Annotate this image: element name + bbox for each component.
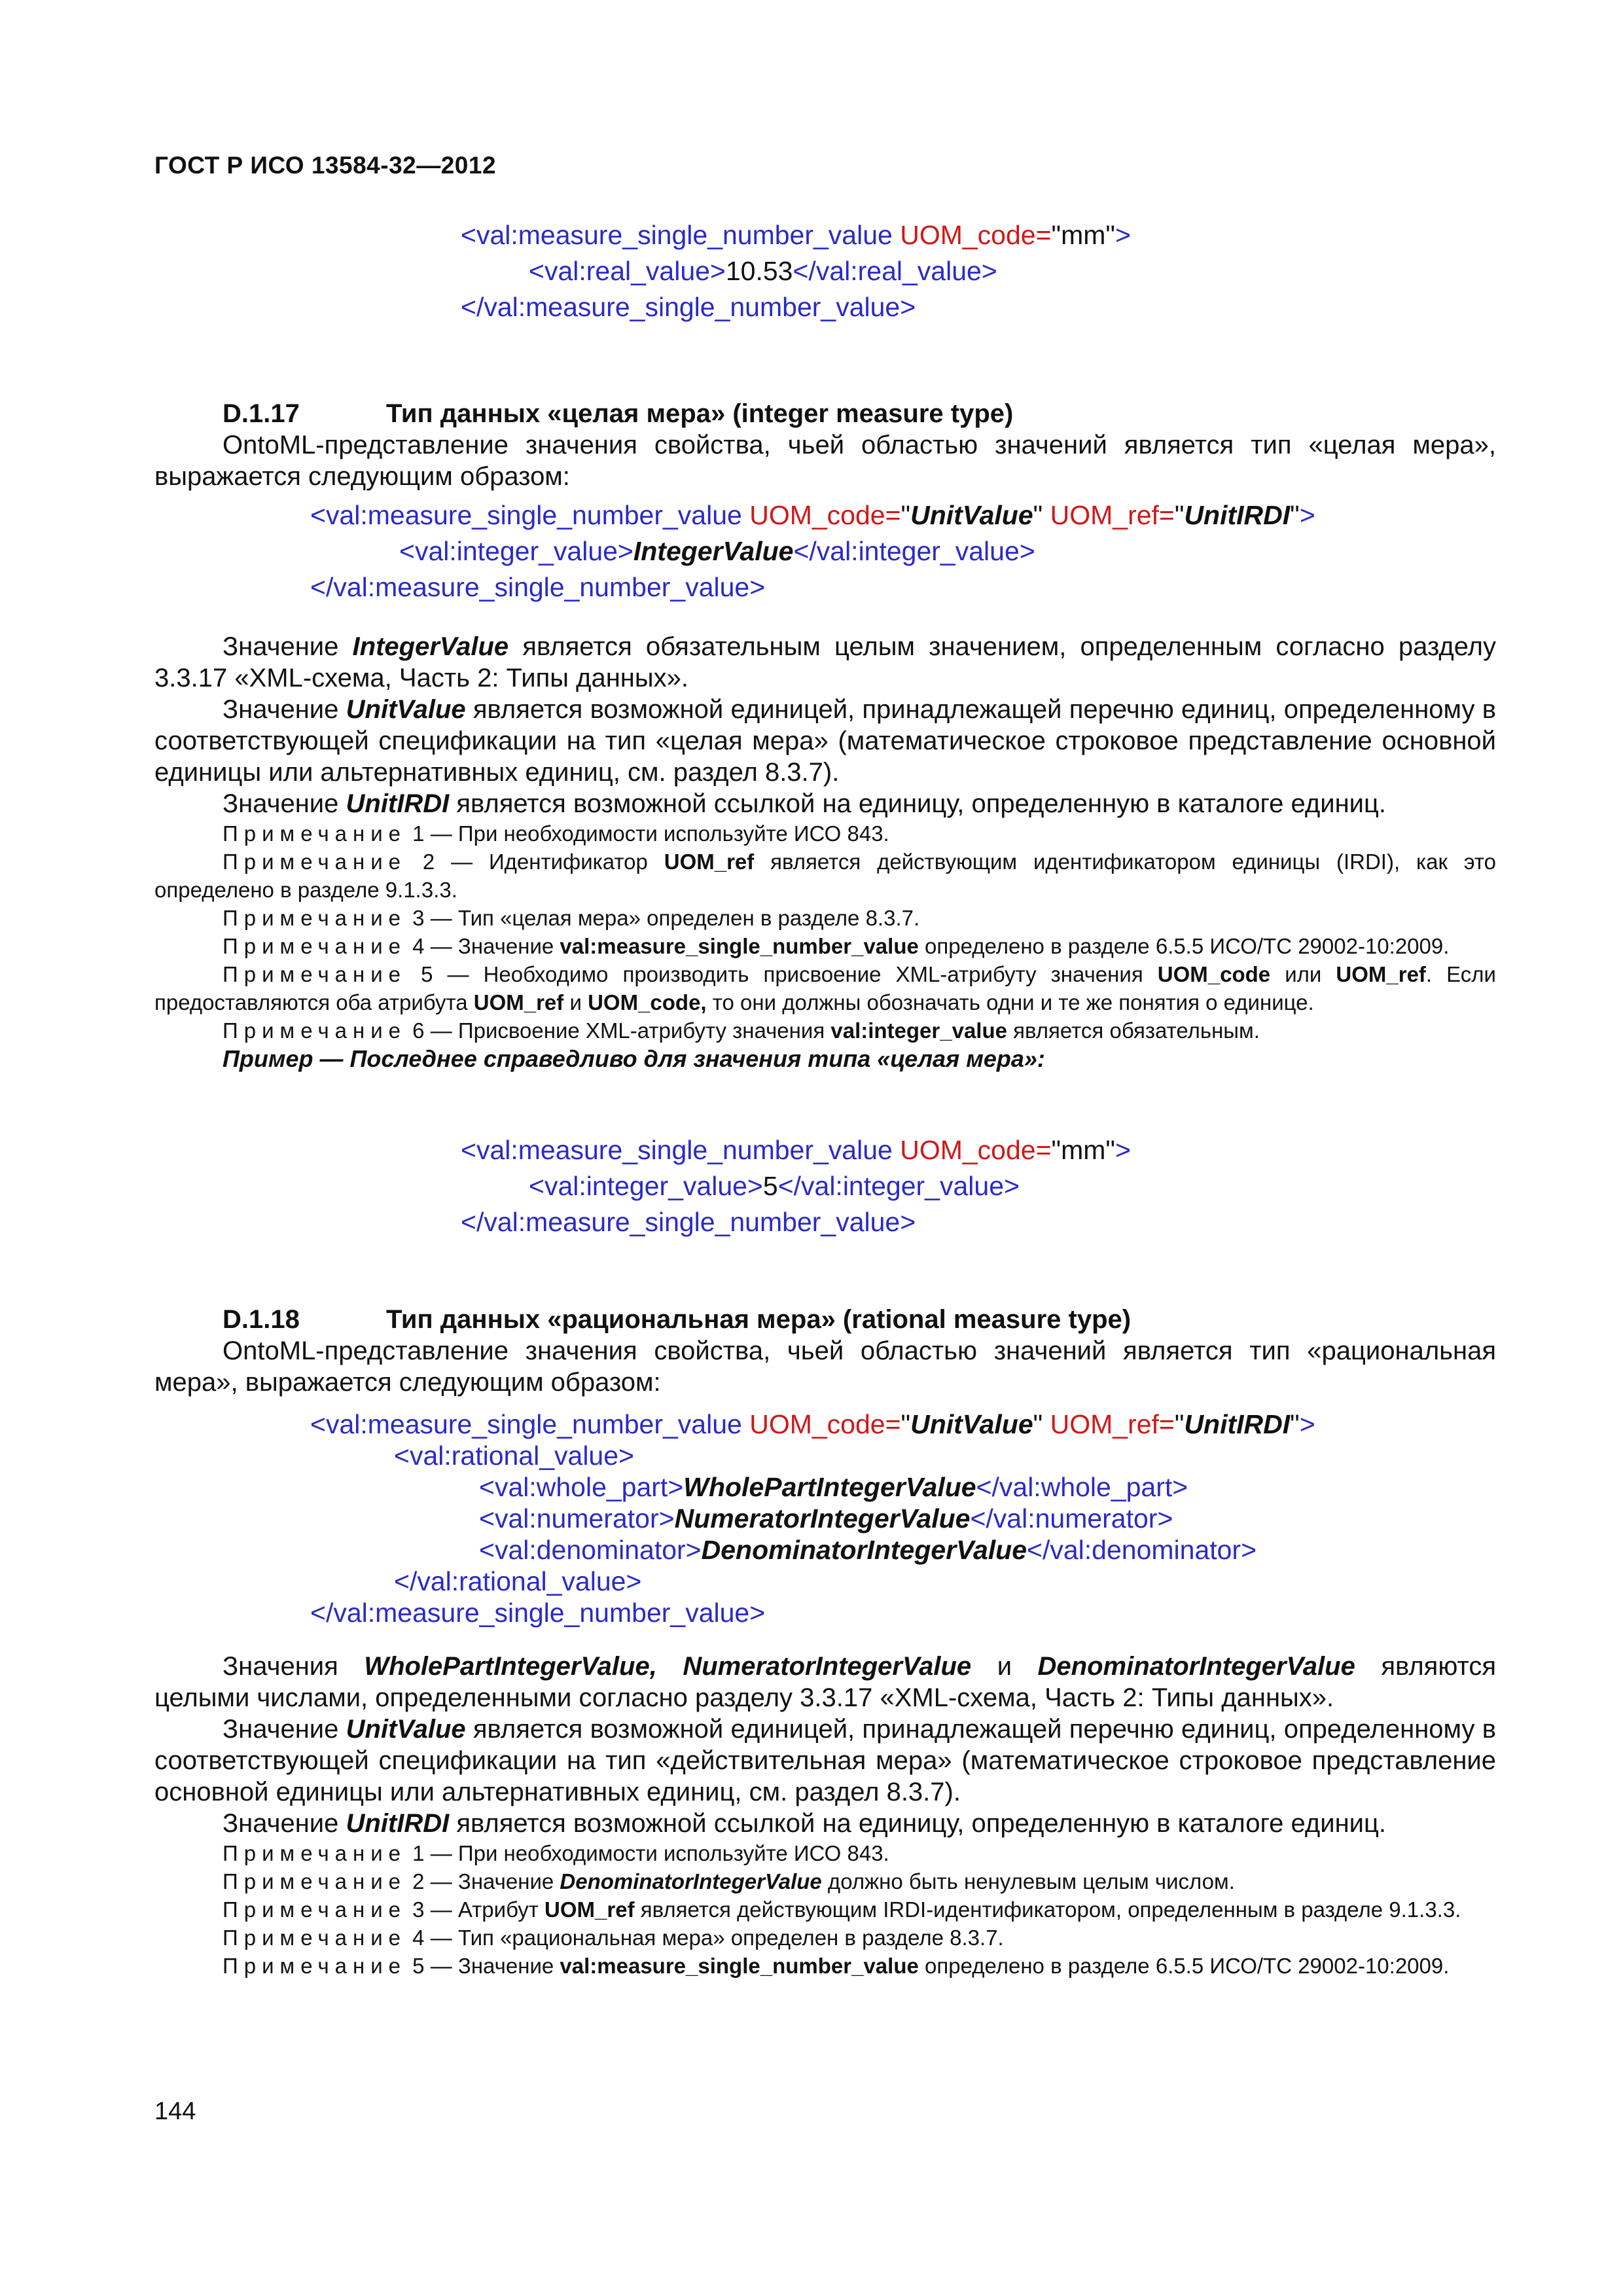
page-number: 144 — [154, 2098, 196, 2125]
section-d-1-17-body — [154, 631, 1496, 1073]
paragraph: Значение UnitIRDI является возможной ссылкой на единицу, определенную в каталоге единиц. — [223, 1809, 1387, 1838]
note: Примечание 4 — Тип «рациональная мера» определен в разделе 8.3.7. — [223, 1926, 1004, 1950]
paragraph: OntoML-представление значения свойства, чьей областью значений является тип «целая мера», выражается следующим образом: — [154, 431, 1496, 491]
code-line: <val:real_value>10.53</val:real_value> — [529, 256, 997, 286]
code-line: </val:measure_single_number_value> — [461, 1207, 916, 1237]
paragraph: OntoML-представление значения свойства, чьей областью значений является тип «рациональная мера», выражается следующим образом: — [154, 1336, 1496, 1397]
section-heading: D.1.18 Тип данных «рациональная мера» (rational measure type) — [223, 1305, 1132, 1334]
code-line: <val:measure_single_number_value UOM_code="mm"> — [461, 220, 1131, 250]
note: Примечание 4 — Значение val:measure_single_number_value определено в разделе 6.5.5 ИСО/ТС 29002-10:2009. — [223, 934, 1450, 958]
code-block-rational — [310, 1408, 1315, 1628]
code-line: <val:integer_value>5</val:integer_value> — [529, 1171, 1020, 1201]
note: Примечание 3 — Тип «целая мера» определен в разделе 8.3.7. — [223, 906, 920, 930]
code-block-top — [461, 217, 1131, 325]
code-line: <val:denominator>DenominatorIntegerValue</val:denominator> — [479, 1535, 1257, 1565]
note: Примечание 1 — При необходимости используйте ИСО 843. — [223, 821, 889, 846]
note: Примечание 1 — При необходимости используйте ИСО 843. — [223, 1841, 889, 1865]
running-header: ГОСТ Р ИСО 13584-32—2012 — [154, 152, 497, 179]
code-line: <val:measure_single_number_value UOM_code="UnitValue" UOM_ref="UnitIRDI"> — [310, 1409, 1315, 1439]
code-line: <val:integer_value>IntegerValue</val:integer_value> — [399, 536, 1035, 566]
example-caption: Пример — Последнее справедливо для значения типа «целая мера»: — [223, 1045, 1045, 1072]
code-line: </val:rational_value> — [394, 1566, 642, 1596]
code-block-integer — [310, 497, 1315, 605]
note: Примечание 3 — Атрибут UOM_ref является действующим IRDI-идентификатором, определенным в разделе 9.1.3.3. — [223, 1897, 1461, 1922]
code-line: <val:whole_part>WholePartIntegerValue</val:whole_part> — [479, 1472, 1188, 1502]
note: Примечание 5 — Необходимо производить присвоение XML-атрибуту значения UOM_code или UOM_ref. Если предоставляются оба атрибута UOM_ref и UOM_code, то они должны обозначать одни и те же понятия о единице. — [154, 962, 1496, 1014]
paragraph: Значение UnitValue является возможной единицей, принадлежащей перечню единиц, определенному в соответствующей спецификации на тип «действительная мера» (математическое строковое представление основной единицы или альтернативных единиц, см. раздел 8.3.7). — [154, 1715, 1497, 1806]
section-d-1-18 — [154, 1304, 1496, 1398]
code-line: </val:measure_single_number_value> — [461, 292, 916, 322]
paragraph: Значения WholePartIntegerValue, NumeratorIntegerValue и DenominatorIntegerValue являются целыми числами, определенными согласно разделу 3.3.17 «XML-схема, Часть 2: Типы данных». — [154, 1652, 1496, 1712]
code-line: </val:measure_single_number_value> — [310, 572, 766, 602]
note: Примечание 2 — Значение DenominatorIntegerValue должно быть ненулевым целым числом. — [223, 1869, 1235, 1893]
code-line: <val:rational_value> — [394, 1441, 634, 1471]
paragraph: Значение UnitIRDI является возможной ссылкой на единицу, определенную в каталоге единиц. — [223, 789, 1387, 818]
paragraph: Значение UnitValue является возможной единицей, принадлежащей перечню единиц, определенному в соответствующей спецификации на тип «целая мера» (математическое строковое представление основной единицы или альтернативных единиц, см. раздел 8.3.7). — [154, 695, 1497, 787]
code-line: </val:measure_single_number_value> — [310, 1598, 766, 1628]
section-d-1-18-body — [154, 1651, 1496, 1980]
note: Примечание 2 — Идентификатор UOM_ref является действующим идентификатором единицы (IRDI), как это определено в разделе 9.1.3.3. — [154, 850, 1496, 902]
section-heading: D.1.17 Тип данных «целая мера» (integer measure type) — [223, 399, 1014, 428]
code-block-example — [461, 1132, 1131, 1240]
note: Примечание 6 — Присвоение XML-атрибуту значения val:integer_value является обязательным. — [223, 1018, 1260, 1043]
code-line: <val:numerator>NumeratorIntegerValue</val:numerator> — [479, 1503, 1173, 1534]
code-line: <val:measure_single_number_value UOM_code="UnitValue" UOM_ref="UnitIRDI"> — [310, 500, 1315, 530]
code-line: <val:measure_single_number_value UOM_code="mm"> — [461, 1135, 1131, 1165]
note: Примечание 5 — Значение val:measure_single_number_value определено в разделе 6.5.5 ИСО/ТС 29002-10:2009. — [223, 1954, 1450, 1978]
paragraph: Значение IntegerValue является обязательным целым значением, определенным согласно разделу 3.3.17 «XML-схема, Часть 2: Типы данных». — [154, 632, 1496, 692]
section-d-1-17 — [154, 398, 1496, 492]
